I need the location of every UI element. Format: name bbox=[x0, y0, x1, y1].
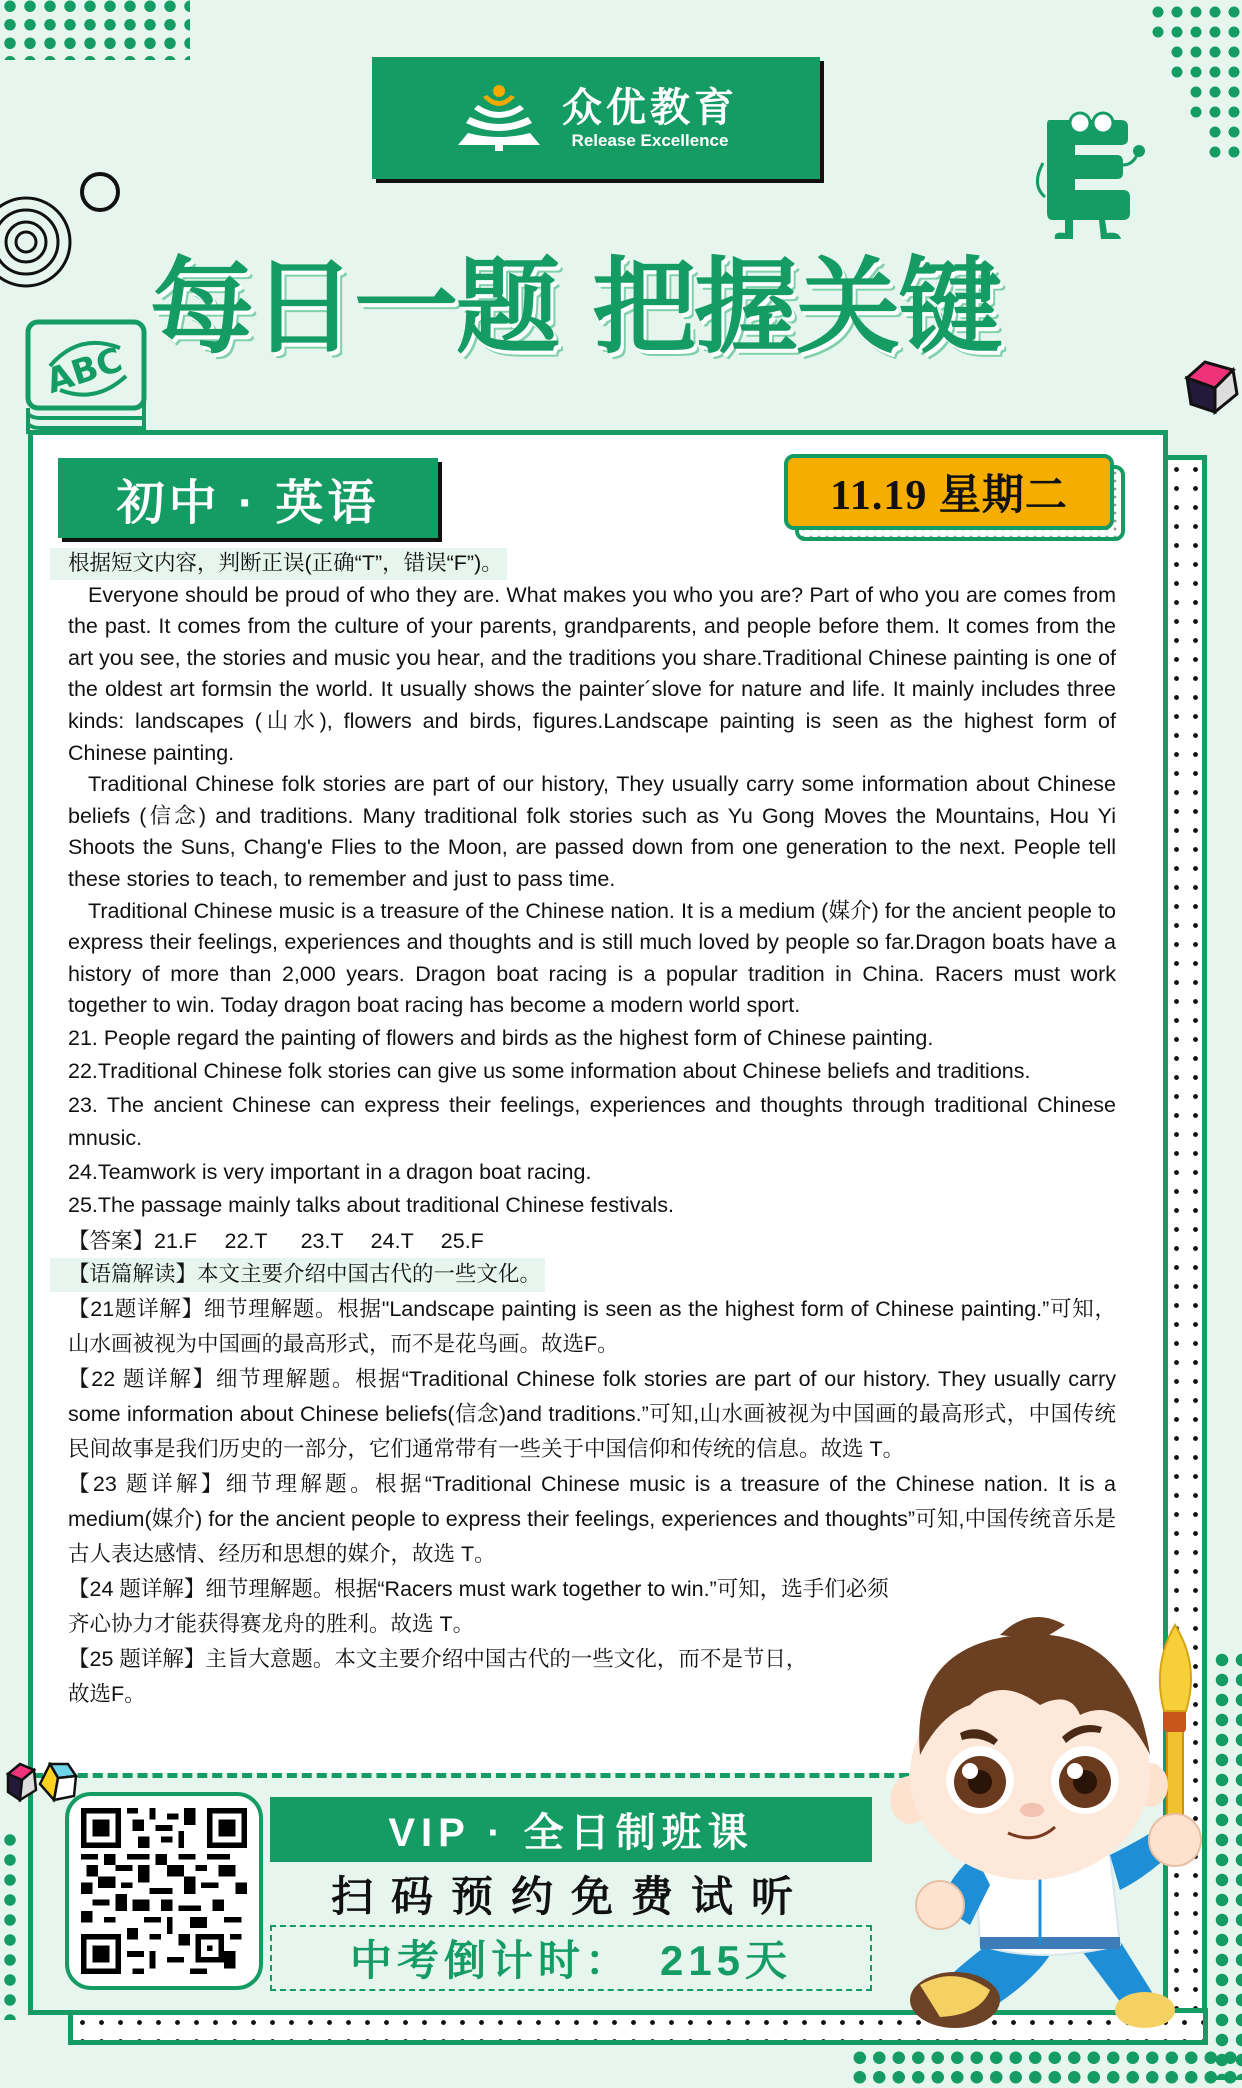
instruction-text: 根据短文内容，判断正误(正确“T”，错误“F”)。 bbox=[50, 548, 507, 580]
question-24: 24.Teamwork is very important in a dragon boat racing. bbox=[68, 1159, 592, 1184]
answer-key: 【答案】21.F 22.T 23.T 24.T 25.F bbox=[68, 1228, 484, 1253]
question-content bbox=[68, 548, 1116, 1712]
cube-icon bbox=[1183, 358, 1239, 416]
tree-book-logo-icon bbox=[454, 83, 544, 153]
detail-24-line-1: 【24 题详解】细节理解题。根据“Racers must wark together to win.”可知，选手们必须 bbox=[68, 1576, 889, 1601]
scan-to-book-text: 扫码预约免费试听 bbox=[330, 1873, 811, 1920]
decor-small-ring-icon bbox=[80, 172, 120, 212]
detail-22: 【22 题详解】细节理解题。根据“Traditional Chinese folk stories are part of our history. They usually carry some information about Chinese beliefs(信念)and traditions.”可知,山水画被视为中国画的最高形式，中国传统民间故事是我们历史的一部分，它们通常带有一些关于中国信仰和传统的信息。故选 T。 bbox=[68, 1366, 1116, 1461]
subject-tag: 初中 · 英语 bbox=[58, 458, 438, 538]
decor-dots-topright bbox=[1145, 0, 1242, 160]
brand-name: 众优教育 bbox=[562, 86, 738, 130]
decor-dots-topleft bbox=[0, 0, 190, 60]
brand-tagline: Release Excellence bbox=[571, 131, 729, 150]
detail-24-line-2: 齐心协力才能获得赛龙舟的胜利。故选 T。 bbox=[68, 1611, 475, 1636]
qr-code-icon bbox=[81, 1808, 247, 1974]
question-21: 21. People regard the painting of flowers and birds as the highest form of Chinese painting. bbox=[68, 1025, 934, 1050]
countdown-label: 中考倒计时： bbox=[349, 1937, 632, 1984]
question-23: 23. The ancient Chinese can express their feelings, experiences and thoughts through traditional Chinese mnusic. bbox=[68, 1092, 1116, 1151]
decor-dots-bottom bbox=[850, 2048, 1242, 2088]
countdown-value: 215天 bbox=[659, 1937, 793, 1984]
svg-text:ABC: ABC bbox=[41, 340, 128, 402]
analysis-summary bbox=[68, 1258, 1116, 1292]
detail-21: 【21题详解】细节理解题。根据"Landscape painting is seen as the highest form of Chinese painting.”可知，山水画被视为中国画的最高形式，而不是花鸟画。故选F。 bbox=[68, 1296, 1116, 1356]
boy-mascot-icon bbox=[880, 1605, 1210, 2035]
detail-25-line-2: 故选F。 bbox=[68, 1681, 146, 1706]
date-tag: 11.19 星期二 bbox=[784, 454, 1114, 530]
abc-book-icon bbox=[24, 318, 150, 436]
brand-logo bbox=[372, 57, 820, 179]
question-25: 25.The passage mainly talks about traditional Chinese festivals. bbox=[68, 1193, 674, 1218]
passage-paragraph-3: Traditional Chinese music is a treasure of the Chinese nation. It is a medium (媒介) for the ancient people to express their feelings, experiences and thoughts and is still much loved by people so far.Dragon boats have a history of more than 2,000 years. Dragon boat racing is a popular tradition in China. Racers must work together to win. Today dragon boat racing has become a modern world sport. bbox=[68, 898, 1116, 1018]
analysis-summary-text: 【语篇解读】本文主要介绍中国古代的一些文化。 bbox=[50, 1258, 545, 1292]
decor-dots-left bbox=[0, 1830, 22, 2020]
detail-25-line-1: 【25 题详解】主旨大意题。本文主要介绍中国古代的一些文化，而不是节日， bbox=[68, 1646, 808, 1671]
passage-paragraph-1: Everyone should be proud of who they are. What makes you who you are? Part of who you are comes from the past. It comes from the culture of your parents, grandparents, and people before them. It comes from the art you see, the stories and music you hear, and the traditions you share.Traditional Chinese painting is one of the oldest art formsin the world. It usually shows the painter´slove for nature and life. It mainly includes three kinds: landscapes (山水), flowers and birds, figures.Landscape painting is seen as the highest form of Chinese painting. bbox=[68, 582, 1116, 765]
detail-23: 【23 题详解】细节理解题。根据“Traditional Chinese music is a treasure of the Chinese nation. It is a medium(媒介) for the ancient people to express their feelings, experiences and thoughts”可知,中国传统音乐是古人表达感情、经历和思想的媒介，故选 T。 bbox=[68, 1471, 1116, 1566]
cubes-icon bbox=[4, 1762, 80, 1804]
letter-e-mascot-icon bbox=[1035, 105, 1145, 240]
instruction bbox=[68, 548, 1116, 580]
exam-countdown bbox=[270, 1925, 872, 1991]
vip-course-banner: VIP · 全日制班课 bbox=[270, 1797, 872, 1862]
decor-dots-right bbox=[1212, 1650, 1242, 2080]
decor-concentric-rings-icon bbox=[0, 190, 76, 290]
question-22: 22.Traditional Chinese folk stories can give us some information about Chinese beliefs and traditions. bbox=[68, 1059, 1031, 1084]
qr-code[interactable] bbox=[65, 1792, 263, 1990]
page-title: 每日一题 把握关键 bbox=[150, 246, 1001, 368]
passage-paragraph-2: Traditional Chinese folk stories are part of our history, They usually carry some information about Chinese beliefs (信念) and traditions. Many traditional folk stories such as Yu Gong Moves the Mountains, Hou Yi Shoots the Suns, Chang'e Flies to the Moon, are passed down from one generation to the next. People tell these stories to teach, to remember and just to pass time. bbox=[68, 772, 1116, 891]
